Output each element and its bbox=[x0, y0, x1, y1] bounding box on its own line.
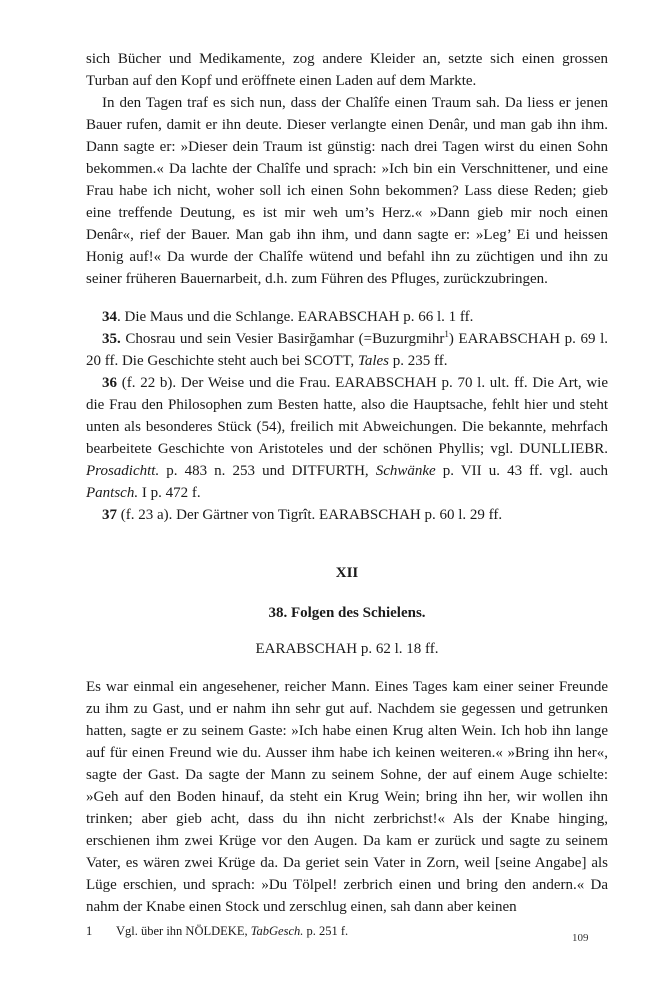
entry-number: 35. bbox=[102, 331, 121, 347]
entry-text: (f. 22 b). Der Weise und die Frau. EARABSCHAH p. 70 l. ult. ff. Die Art, wie die Frau den Philosophen zum Besten hatte, also die Hauptsache, fehlt hier und steht unten als besonderes Stück (54), freilich mit Abweichungen. Die bekannte, mehrfach bearbeitete Geschichte von Aristoteles und der schönen Phyllis; vgl. DUNLLIEBR. bbox=[86, 375, 608, 457]
entry-text: p. 483 n. 253 und DITFURTH, bbox=[159, 463, 376, 479]
entry-36 bbox=[86, 372, 608, 504]
footnote-italic: TabGesch. bbox=[250, 924, 304, 938]
entry-text: p. 235 ff. bbox=[389, 353, 448, 369]
entry-text: . Die Maus und die Schlange. EARABSCHAH p. 66 l. 1 ff. bbox=[117, 309, 474, 325]
entry-text: p. VII u. 43 ff. vgl. auch bbox=[435, 463, 608, 479]
entry-34 bbox=[86, 306, 608, 328]
entry-number: 37 bbox=[102, 507, 117, 523]
entry-35 bbox=[86, 328, 608, 372]
entry-italic: Pantsch. bbox=[86, 485, 139, 501]
story-source: EARABSCHAH p. 62 l. 18 ff. bbox=[255, 641, 439, 657]
chapter-heading: XII bbox=[335, 565, 359, 581]
entry-text: I p. 472 f. bbox=[138, 485, 201, 501]
footnote bbox=[86, 922, 608, 940]
footnote-text: p. 251 f. bbox=[303, 924, 349, 938]
entry-italic: Schwänke bbox=[375, 463, 436, 479]
paragraph-dream: In den Tagen traf es sich nun, dass der Chalîfe einen Traum sah. Da liess er jenen Bauer rufen, damit er ihn deute. Dieser verlangte einen Denâr, und man gab ihn ihm. Dann sagte er: »Dieser dein Traum ist günstig: nach drei Tagen wirst du einen Sohn bekommen.« Da lachte der Chalîfe und sprach: »Ich bin ein Verschnittener, und eine Frau habe ich nicht, woher soll ich einen Sohn bekommen? Lass diese Reden; gieb eine treffende Deutung, es ist mir weh um’s Herz.« »Dann gieb mir noch einen Denâr«, rief der Bauer. Man gab ihn ihm, und dann sagte er: »Leg’ Ei und heissen Honig auf!« Da wurde der Chalîfe wütend und befahl ihn zu züchtigen und ihn zu seiner früheren Bauernarbeit, d.h. zum Führen des Pfluges, zurückzubringen. bbox=[86, 95, 608, 287]
spacer bbox=[86, 290, 608, 306]
entry-37 bbox=[86, 504, 608, 526]
entry-number: 36 bbox=[102, 375, 117, 391]
entry-text: (f. 23 a). Der Gärtner von Tigrît. EARABSCHAH p. 60 l. 29 ff. bbox=[117, 507, 503, 523]
page-number: 109 bbox=[572, 932, 589, 944]
footnote-ref: 1 bbox=[444, 329, 449, 339]
spacer bbox=[86, 584, 608, 602]
spacer bbox=[86, 624, 608, 638]
page-body bbox=[86, 48, 608, 940]
story-title: 38. Folgen des Schielens. bbox=[268, 605, 426, 621]
entry-text: Chosrau und sein Vesier Basirğamhar (=Buzurgmihr bbox=[120, 331, 445, 347]
spacer bbox=[86, 526, 608, 562]
paragraph-continued: sich Bücher und Medikamente, zog andere Kleider an, setzte sich einen grossen Turban auf den Kopf und eröffnete einen Laden auf dem Markte. bbox=[86, 51, 608, 89]
entry-number: 34 bbox=[102, 309, 117, 325]
footnote-text: Vgl. über ihn NÖLDEKE, bbox=[116, 924, 251, 938]
footnote-number: 1 bbox=[86, 924, 93, 938]
spacer bbox=[86, 660, 608, 676]
entry-italic: Tales bbox=[357, 353, 390, 369]
paragraph-story: Es war einmal ein angesehener, reicher Mann. Eines Tages kam einer seiner Freunde zu ihm zu Gast, und er nahm ihn sehr gut auf. Nachdem sie gegessen und getrunken hatten, sagte er zu seinem Gaste: »Ich habe einen Krug alten Wein. Ich hob ihn lange auf für einen Freund wie du. Ausser ihm habe ich keinen weiteren.« »Bring ihn her«, sagte der Gast. Da sagte der Mann zu seinem Sohne, der auf einem Auge schielte: »Geh auf den Boden hinauf, da steht ein Krug Wein; bring ihn her, wir wollen ihn trinken; aber gieb acht, dass du ihn nicht zerbrichst!« Als der Knabe hinging, erschienen ihm zwei Krüge vor den Augen. Da kam er zurück und sagte zu seinem Vater, es wären zwei Krüge da. Da geriet sein Vater in Zorn, weil [seine Angabe] als Lüge erschien, und sprach: »Du Tölpel! zerbrich einen und bring den andern.« Da nahm der Knabe einen Stock und zerschlug einen, sah dann aber keinen bbox=[86, 679, 608, 915]
entry-italic: Prosadichtt. bbox=[86, 463, 160, 479]
entry-text: ) EARABSCHAH p. 69 l. 20 ff. Die Geschichte steht auch bei SCOTT, bbox=[86, 331, 608, 369]
